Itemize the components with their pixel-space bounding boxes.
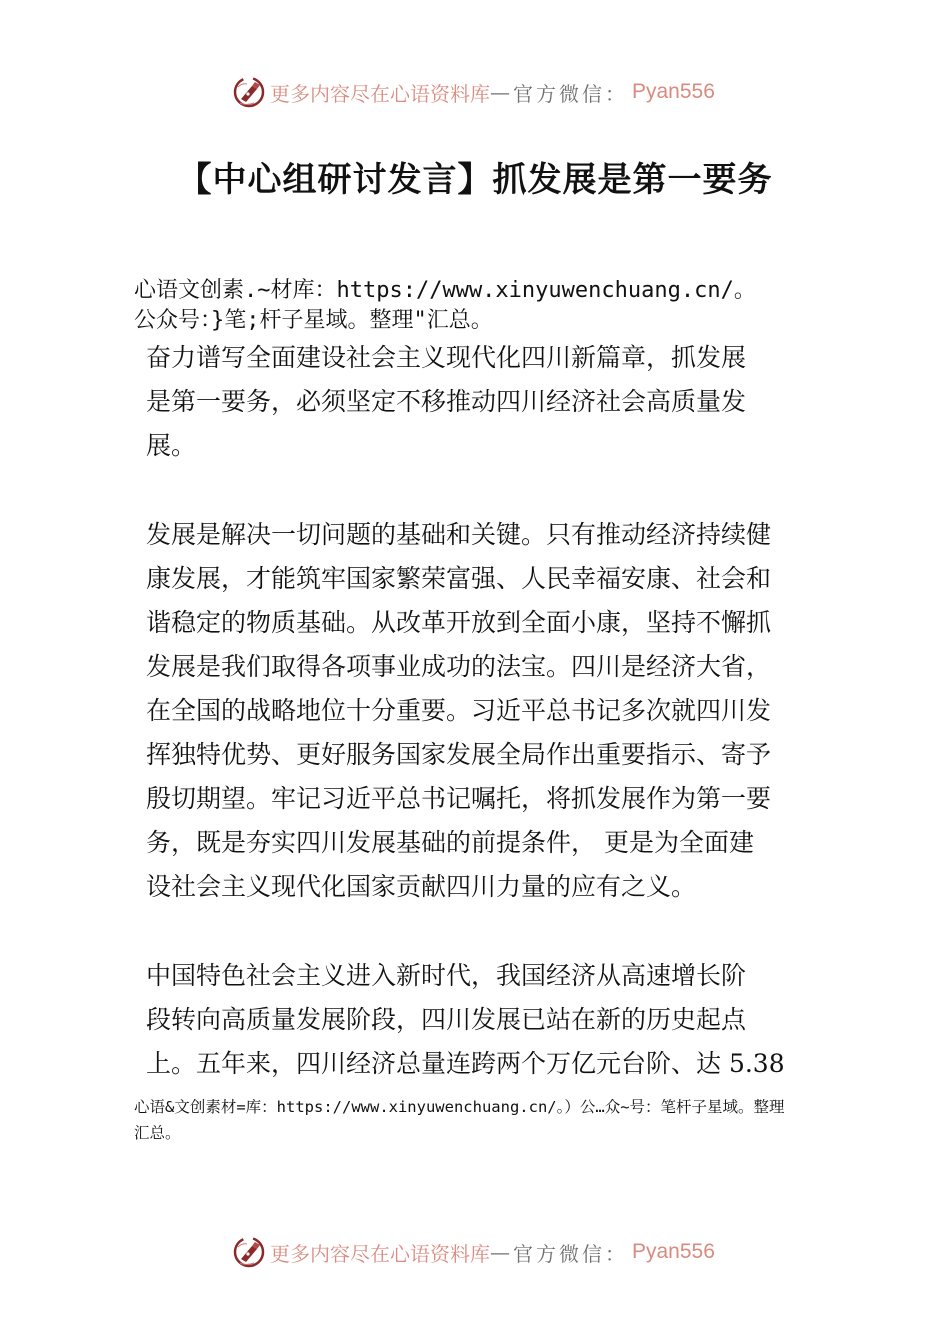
paragraph-line: 康发展，才能筑牢国家繁荣富强、人民幸福安康、社会和 bbox=[146, 564, 772, 593]
paragraph-line: 奋力谱写全面建设社会主义现代化四川新篇章，抓发展 bbox=[146, 343, 747, 372]
paragraph-line: 中国特色社会主义进入新时代，我国经济从高速增长阶 bbox=[146, 961, 747, 990]
paragraph-line: 谐稳定的物质基础。从改革开放到全面小康，坚持不懈抓 bbox=[146, 608, 772, 637]
banner-separator: — bbox=[490, 80, 513, 104]
paragraph-line: 段转向高质量发展阶段，四川发展已站在新的历史起点 bbox=[146, 1005, 747, 1034]
paragraph-line: 务，既是夯实四川发展基础的前提条件， 更是为全面建 bbox=[146, 828, 754, 857]
paragraph-line: 发展是解决一切问题的基础和关键。只有推动经济持续健 bbox=[146, 520, 772, 549]
source-line: 心语文创素.~材库：https://www.xinyuwenchuang.cn/。 bbox=[134, 278, 756, 303]
footnote-line: 心语&文创素材=库：https://www.xinyuwenchuang.cn/。）公…众~号：笔杆子星域。整理 bbox=[134, 1098, 785, 1116]
footnote bbox=[134, 1094, 785, 1146]
document-title: 【中心组研讨发言】抓发展是第一要务 bbox=[177, 160, 773, 200]
wechat-id: Pyan556 bbox=[632, 80, 715, 103]
banner-separator: — bbox=[490, 1240, 513, 1264]
source-line: 公众号：}笔;杆子星域。整理"汇总。 bbox=[134, 308, 493, 333]
paragraph-line: 挥独特优势、更好服务国家发展全局作出重要指示、寄予 bbox=[146, 740, 772, 769]
pen-nib-logo-icon bbox=[232, 1235, 266, 1269]
promo-text: 更多内容尽在心语资料库 bbox=[270, 1241, 490, 1266]
paragraph-line: 上。五年来，四川经济总量连跨两个万亿元台阶、达 5.38 bbox=[146, 1049, 785, 1078]
paragraph-line: 发展是我们取得各项事业成功的法宝。四川是经济大省， bbox=[146, 652, 772, 681]
paragraph-line: 是第一要务，必须坚定不移推动四川经济社会高质量发 bbox=[146, 387, 747, 416]
official-wechat-label: 官方微信： bbox=[513, 81, 628, 106]
paragraph-line: 设社会主义现代化国家贡献四川力量的应有之义。 bbox=[146, 872, 697, 901]
pen-nib-logo-icon bbox=[232, 75, 266, 109]
wechat-id: Pyan556 bbox=[632, 1240, 715, 1263]
paragraph bbox=[146, 513, 826, 909]
paragraph-line: 殷切期望。牢记习近平总书记嘱托，将抓发展作为第一要 bbox=[146, 784, 772, 813]
header-banner bbox=[232, 72, 715, 112]
official-wechat-label: 官方微信： bbox=[513, 1241, 628, 1266]
paragraph-line: 在全国的战略地位十分重要。习近平总书记多次就四川发 bbox=[146, 696, 772, 725]
source-note bbox=[134, 276, 756, 336]
paragraph-line: 展。 bbox=[146, 431, 197, 460]
footnote-line: 汇总。 bbox=[134, 1124, 181, 1142]
paragraph bbox=[146, 954, 826, 1086]
promo-text: 更多内容尽在心语资料库 bbox=[270, 81, 490, 106]
footer-banner bbox=[232, 1232, 715, 1272]
paragraph bbox=[146, 336, 826, 468]
